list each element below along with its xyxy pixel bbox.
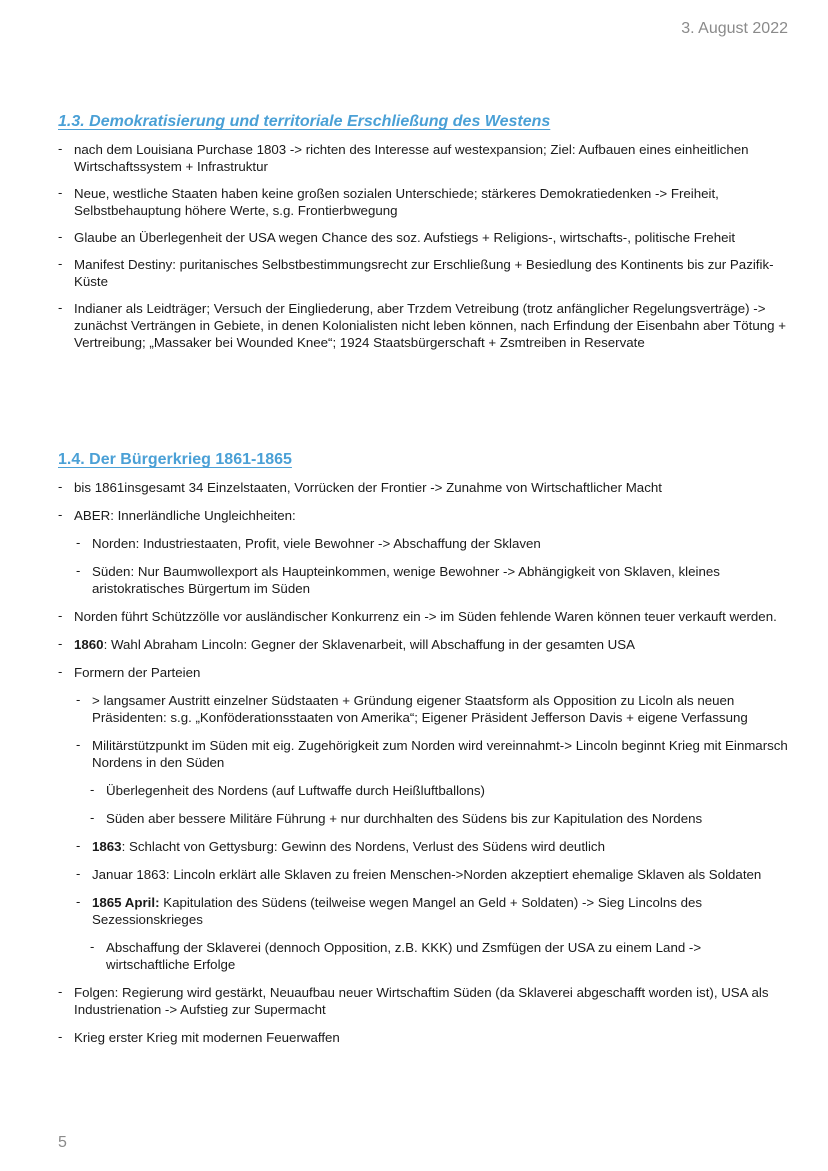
bullet-list — [58, 141, 788, 351]
list-item: - ABER: Innerländliche Ungleichheiten: — [58, 507, 788, 524]
list-item: - bis 1861insgesamt 34 Einzelstaaten, Vorrücken der Frontier -> Zunahme von Wirtschaftlicher Macht — [58, 479, 788, 496]
list-item: - Süden: Nur Baumwollexport als Haupteinkommen, wenige Bewohner -> Abhängigkeit von Sklaven, kleines aristokratisches Bürgertum im Süden — [76, 563, 788, 597]
list-item: - 1863: Schlacht von Gettysburg: Gewinn des Nordens, Verlust des Südens wird deutlich — [76, 838, 788, 855]
list-item: - Norden: Industriestaaten, Profit, viele Bewohner -> Abschaffung der Sklaven — [76, 535, 788, 552]
list-item: - Überlegenheit des Nordens (auf Luftwaffe durch Heißluftballons) — [90, 782, 788, 799]
list-item: - Norden führt Schützzölle vor ausländischer Konkurrenz ein -> im Süden fehlende Waren können teuer verkauft werden. — [58, 608, 788, 625]
page-number: 5 — [58, 1134, 67, 1151]
list-item: - Januar 1863: Lincoln erklärt alle Sklaven zu freien Menschen->Norden akzeptiert ehemalige Sklaven als Soldaten — [76, 866, 788, 883]
bullet-list — [58, 479, 788, 1046]
list-item: - Krieg erster Krieg mit modernen Feuerwaffen — [58, 1029, 788, 1046]
list-item: - Glaube an Überlegenheit der USA wegen Chance des soz. Aufstiegs + Religions-, wirtschafts-, politische Freheit — [58, 229, 788, 246]
list-item: - nach dem Louisiana Purchase 1803 -> richten des Interesse auf westexpansion; Ziel: Aufbauen eines einheitlichen Wirtschaftssystem + Infrastruktur — [58, 141, 788, 175]
list-item: - 1865 April: Kapitulation des Südens (teilweise wegen Mangel an Geld + Soldaten) -> Sieg Lincolns des Sezessionskrieges — [76, 894, 788, 928]
bold-date: 1863 — [92, 839, 122, 854]
list-item: - > langsamer Austritt einzelner Südstaaten + Gründung eigener Staatsform als Opposition zu Licoln als neuen Präsidenten: s.g. „Konföderationsstaaten von Amerika“; Eigener Präsident Jefferson Davis + eigene Verfassung — [76, 692, 788, 726]
list-item: - Neue, westliche Staaten haben keine großen sozialen Unterschiede; stärkeres Demokratiedenken -> Freiheit, Selbstbehauptung höhere Werte, s.g. Frontierbwegung — [58, 185, 788, 219]
list-item: - Süden aber bessere Militäre Führung + nur durchhalten des Südens bis zur Kapitulation des Nordens — [90, 810, 788, 827]
list-item: - Manifest Destiny: puritanisches Selbstbestimmungsrecht zur Erschließung + Besiedlung des Kontinents bis zur Pazifik-Küste — [58, 256, 788, 290]
section-heading: 1.4. Der Bürgerkrieg 1861-1865 — [58, 451, 292, 468]
section-demokratisierung — [58, 113, 788, 361]
bold-date: 1860 — [74, 637, 104, 652]
list-item: - Folgen: Regierung wird gestärkt, Neuaufbau neuer Wirtschaftim Süden (da Sklaverei abgeschafft worden ist), USA als Industrienation -> Aufstieg zur Supermacht — [58, 984, 788, 1018]
list-item: - Abschaffung der Sklaverei (dennoch Opposition, z.B. KKK) und Zsmfügen der USA zu einem Land -> wirtschaftliche Erfolge — [90, 939, 788, 973]
section-buergerkrieg — [58, 451, 788, 1057]
list-item: - Formern der Parteien — [58, 664, 788, 681]
section-heading: 1.3. Demokratisierung und territoriale Erschließung des Westens — [58, 113, 551, 130]
document-date: 3. August 2022 — [681, 20, 788, 37]
list-item: - Indianer als Leidträger; Versuch der Eingliederung, aber Trzdem Vetreibung (trotz anfänglicher Regelungsverträge) -> zunächst Verträngen in Gebiete, in denen Kolonialisten nicht leben können, nach Erfindung der Eisenbahn aber Tötung + Vertreibung; „Massaker bei Wounded Knee“; 1924 Staatsbürgerschaft + Zsmtreiben in Reservate — [58, 300, 788, 351]
bold-date: 1865 April: — [92, 895, 160, 910]
list-item: - 1860: Wahl Abraham Lincoln: Gegner der Sklavenarbeit, will Abschaffung in der gesamten USA — [58, 636, 788, 653]
list-item: - Militärstützpunkt im Süden mit eig. Zugehörigkeit zum Norden wird vereinnahmt-> Lincoln beginnt Krieg mit Einmarsch Nordens in den Süden — [76, 737, 788, 771]
